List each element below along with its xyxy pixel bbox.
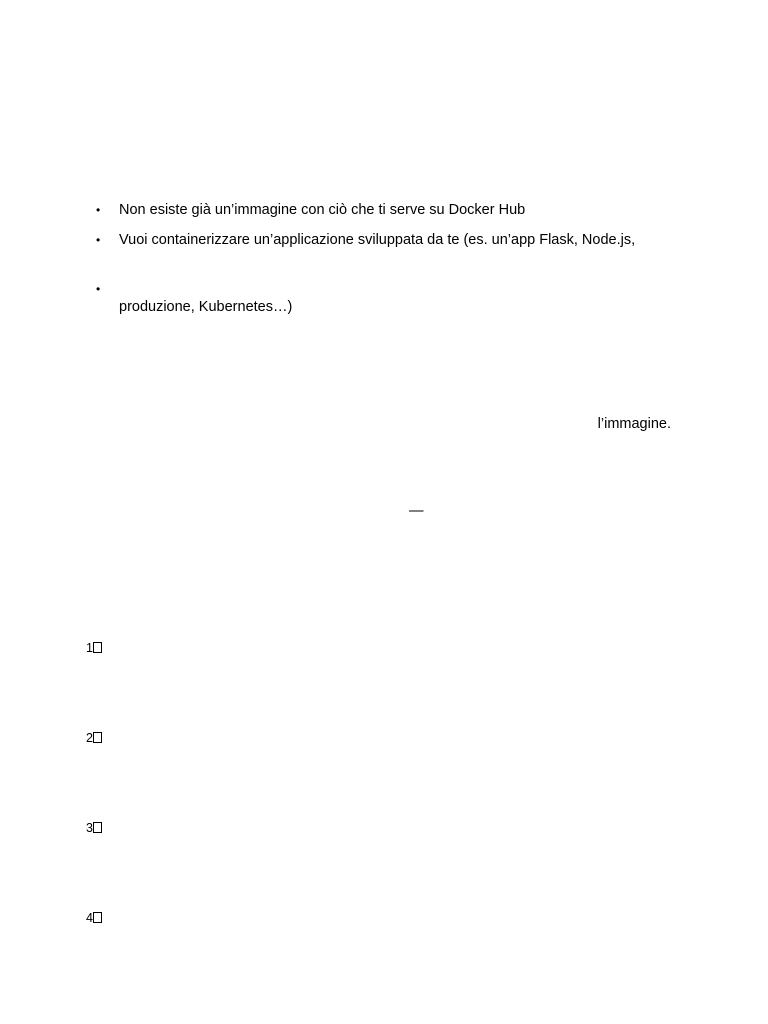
number-label: 1 bbox=[86, 641, 92, 655]
bullet-text: Vuoi containerizzare un’applicazione sviluppata da te (es. un’app Flask, Node.js, bbox=[119, 232, 636, 248]
missing-glyph-icon bbox=[93, 822, 102, 833]
bullet-continuation-text: produzione, Kubernetes…) bbox=[119, 299, 293, 315]
number-label: 2 bbox=[86, 731, 92, 745]
numbered-marker bbox=[86, 820, 102, 836]
bullet-marker: • bbox=[96, 203, 101, 217]
number-label: 3 bbox=[86, 821, 92, 835]
missing-glyph-icon bbox=[93, 642, 102, 653]
bullet-text: Non esiste già un’immagine con ciò che ti serve su Docker Hub bbox=[119, 202, 526, 218]
number-label: 4 bbox=[86, 911, 92, 925]
bullet-marker: • bbox=[96, 233, 101, 247]
numbered-marker bbox=[86, 730, 102, 746]
numbered-marker bbox=[86, 910, 102, 926]
numbered-marker bbox=[86, 640, 102, 656]
paragraph-fragment: l’immagine. bbox=[597, 416, 671, 432]
missing-glyph-icon bbox=[93, 912, 102, 923]
bullet-marker: • bbox=[96, 282, 101, 296]
missing-glyph-icon bbox=[93, 732, 102, 743]
em-dash: — bbox=[409, 503, 424, 519]
